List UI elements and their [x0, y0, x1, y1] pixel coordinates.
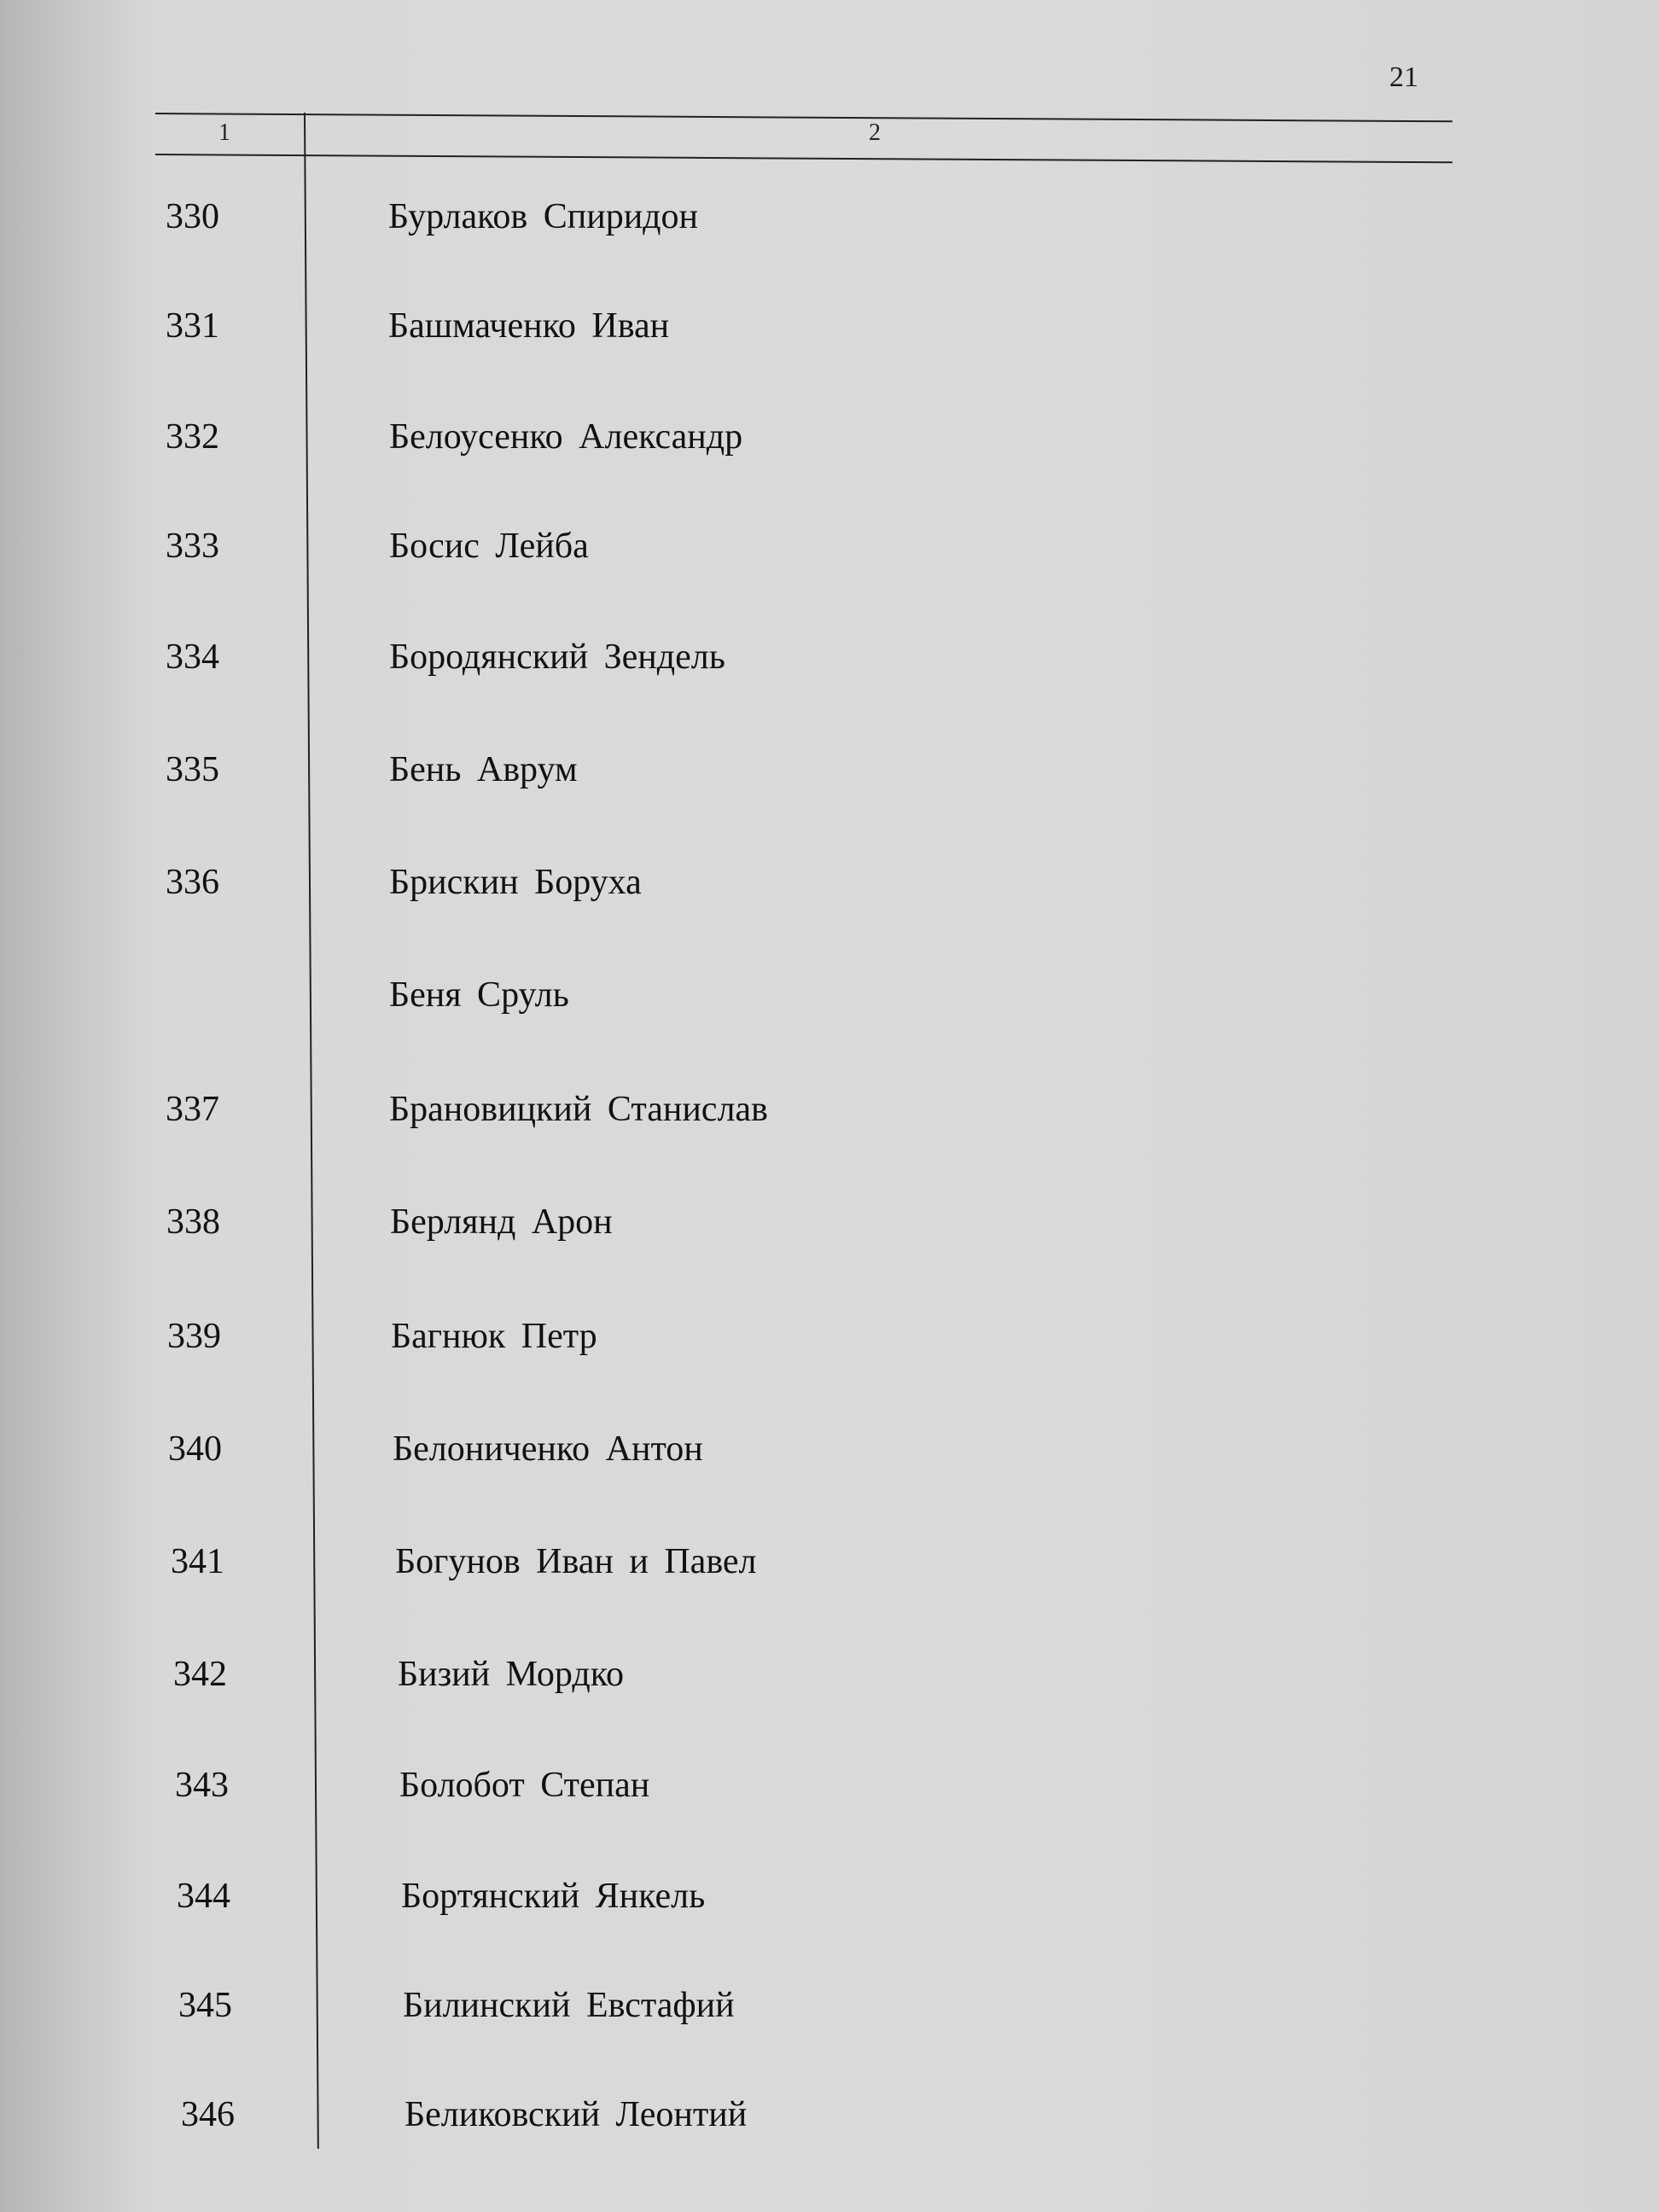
- row-number: 342: [173, 1655, 227, 1694]
- table-header-rule: [155, 154, 1452, 163]
- row-number: 331: [166, 306, 219, 346]
- row-name: Болобот Степан: [399, 1766, 650, 1805]
- row-number: 343: [175, 1766, 229, 1805]
- row-name: Берлянд Арон: [390, 1202, 613, 1242]
- row-name: Беня Сруль: [389, 975, 569, 1015]
- row-name: Беликовский Леонтий: [405, 2095, 748, 2134]
- row-number: 335: [166, 750, 219, 789]
- column-header-2: 2: [869, 119, 881, 146]
- row-name: Брискин Боруха: [389, 863, 642, 902]
- row-number: 340: [168, 1429, 222, 1469]
- row-name: Бень Аврум: [389, 750, 578, 789]
- row-number: 338: [166, 1202, 220, 1242]
- row-number: 333: [166, 527, 219, 566]
- row-name: Бортянский Янкель: [401, 1877, 706, 1916]
- row-number: 334: [166, 637, 219, 677]
- table-column-divider: [304, 113, 319, 2149]
- row-name: Богунов Иван и Павел: [395, 1542, 757, 1581]
- row-name: Бурлаков Спиридон: [388, 197, 699, 236]
- row-name: Белониченко Антон: [393, 1429, 703, 1469]
- row-number: 339: [167, 1317, 221, 1356]
- row-number: 337: [166, 1090, 219, 1129]
- row-name: Билинский Евстафий: [403, 1986, 735, 2025]
- row-number: 345: [178, 1986, 232, 2025]
- row-number: 344: [177, 1877, 230, 1916]
- row-number: 346: [181, 2095, 235, 2134]
- page-number: 21: [1389, 61, 1418, 93]
- row-name: Бородянский Зендель: [389, 637, 725, 677]
- table-top-rule: [155, 113, 1452, 122]
- row-name: Брановицкий Станислав: [389, 1090, 768, 1129]
- row-name: Бизий Мордко: [398, 1655, 625, 1694]
- row-name: Багнюк Петр: [391, 1317, 597, 1356]
- row-number: 341: [171, 1542, 224, 1581]
- row-number: 336: [166, 863, 219, 902]
- row-number: 330: [166, 197, 219, 236]
- row-name: Башмаченко Иван: [388, 306, 670, 346]
- row-number: 332: [166, 417, 219, 457]
- row-name: Белоусенко Александр: [389, 417, 743, 457]
- row-name: Босис Лейба: [389, 527, 589, 566]
- column-header-1: 1: [218, 119, 230, 146]
